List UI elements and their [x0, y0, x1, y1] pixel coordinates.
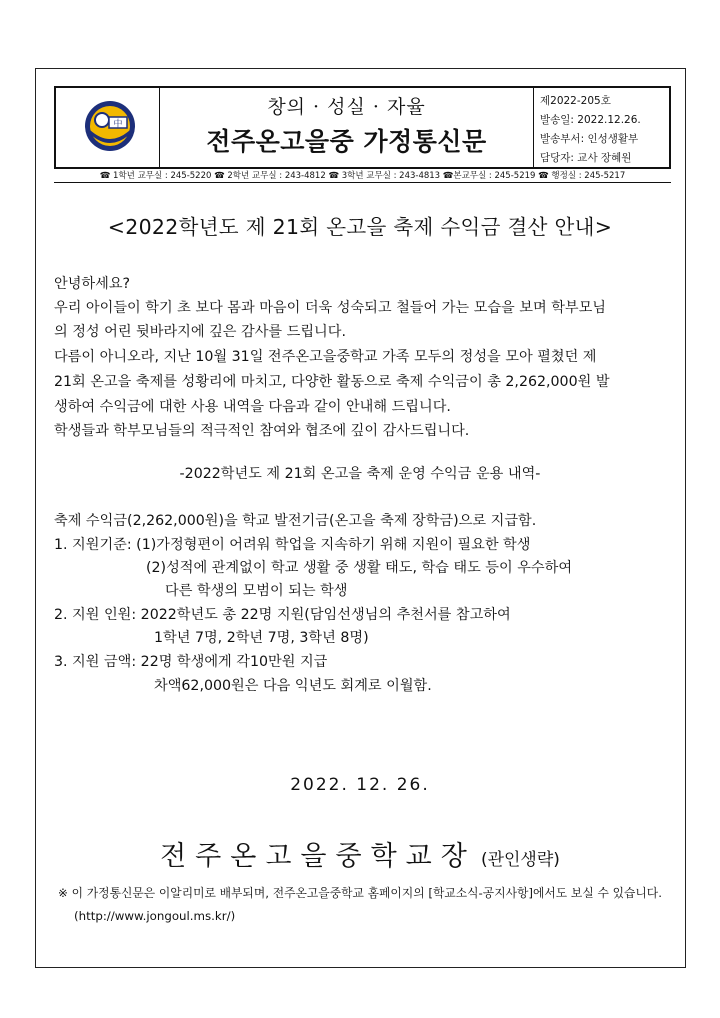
letterhead-box: [54, 86, 671, 169]
issue-number: 제2022-205호: [540, 95, 611, 107]
detail-line: 1. 지원기준: (1)가정형편이 어려워 학업을 지속하기 위해 지원이 필요한 학생: [54, 537, 531, 553]
detail-line: 축제 수익금(2,262,000원)을 학교 발전기금(온고을 축제 장학금)으로 지급함.: [54, 513, 537, 529]
body-line: 의 정성 어린 뒷바라지에 깊은 감사를 드립니다.: [54, 324, 346, 340]
principal-signature: [0, 834, 720, 873]
detail-line: 1학년 7명, 2학년 7명, 3학년 8명): [154, 630, 369, 646]
letterhead: [54, 86, 671, 182]
contact-person: 담당자: 교사 장혜원: [540, 152, 632, 164]
section-title: -2022학년도 제 21회 온고을 축제 운영 수익금 운용 내역-: [179, 466, 541, 482]
footer-note: ※ 이 가정통신문은 이알리미로 배부되며, 전주온고을중학교 홈페이지의 [학교소식-공지사항]에서도 보실 수 있습니다.: [58, 886, 662, 900]
body-line: 학생들과 학부모님들의 적극적인 참여와 협조에 깊이 감사드립니다.: [54, 423, 470, 439]
issuing-department: 발송부서: 인성생활부: [540, 133, 639, 145]
newsletter-title: 전주온고을중 가정통신문: [206, 127, 487, 156]
issue-date: 발송일: 2022.12.26.: [540, 114, 641, 126]
logo-text: 中: [113, 119, 123, 130]
phone-directory: ☎ 1학년 교무실 : 245-5220 ☎ 2학년 교무실 : 243-4812 ☎ 3학년 교무실 : 243-4813 ☎본교무실 : 245-5219 ☎ 행정실 : 245-5217: [54, 170, 671, 183]
principal-title: 전주온고을중학교장: [160, 841, 476, 872]
logo-cell: [56, 88, 160, 167]
detail-line: (2)성적에 관계없이 학교 생활 중 생활 태도, 학습 태도 등이 우수하여: [146, 560, 573, 576]
body-line: 안녕하세요?: [54, 276, 131, 292]
detail-line: 2. 지원 인원: 2022학년도 총 22명 지원(담임선생님의 추천서를 참고하여: [54, 607, 511, 623]
body-line: 21회 온고을 축제를 성황리에 마치고, 다양한 활동으로 축제 수익금이 총 2,262,000원 발: [54, 374, 610, 390]
seal-omitted-note: (관인생략): [480, 850, 560, 870]
document-date: 2022. 12. 26.: [290, 775, 430, 795]
footer-url: (http://www.jongoul.ms.kr/): [74, 909, 236, 923]
detail-line: 3. 지원 금액: 22명 학생에게 각10만원 지급: [54, 654, 328, 670]
issue-info: [533, 88, 670, 167]
detail-line: 다른 학생의 모범이 되는 학생: [165, 583, 348, 599]
body-line: 생하여 수익금에 대한 사용 내역을 다음과 같이 안내해 드립니다.: [54, 399, 451, 415]
school-logo-icon: [84, 100, 136, 152]
school-motto: 창의 · 성실 · 자율: [267, 96, 426, 118]
body-line: 우리 아이들이 학기 초 보다 몸과 마음이 더욱 성숙되고 철들어 가는 모습을 보며 학부모님: [54, 300, 607, 316]
body-line: 다름이 아니오라, 지난 10월 31일 전주온고을중학교 가족 모두의 정성을 모아 펼쳤던 제: [54, 349, 597, 365]
detail-line: 차액62,000원은 다음 익년도 회계로 이월함.: [154, 678, 432, 694]
document-subject: <2022학년도 제 21회 온고을 축제 수익금 결산 안내>: [107, 215, 613, 239]
